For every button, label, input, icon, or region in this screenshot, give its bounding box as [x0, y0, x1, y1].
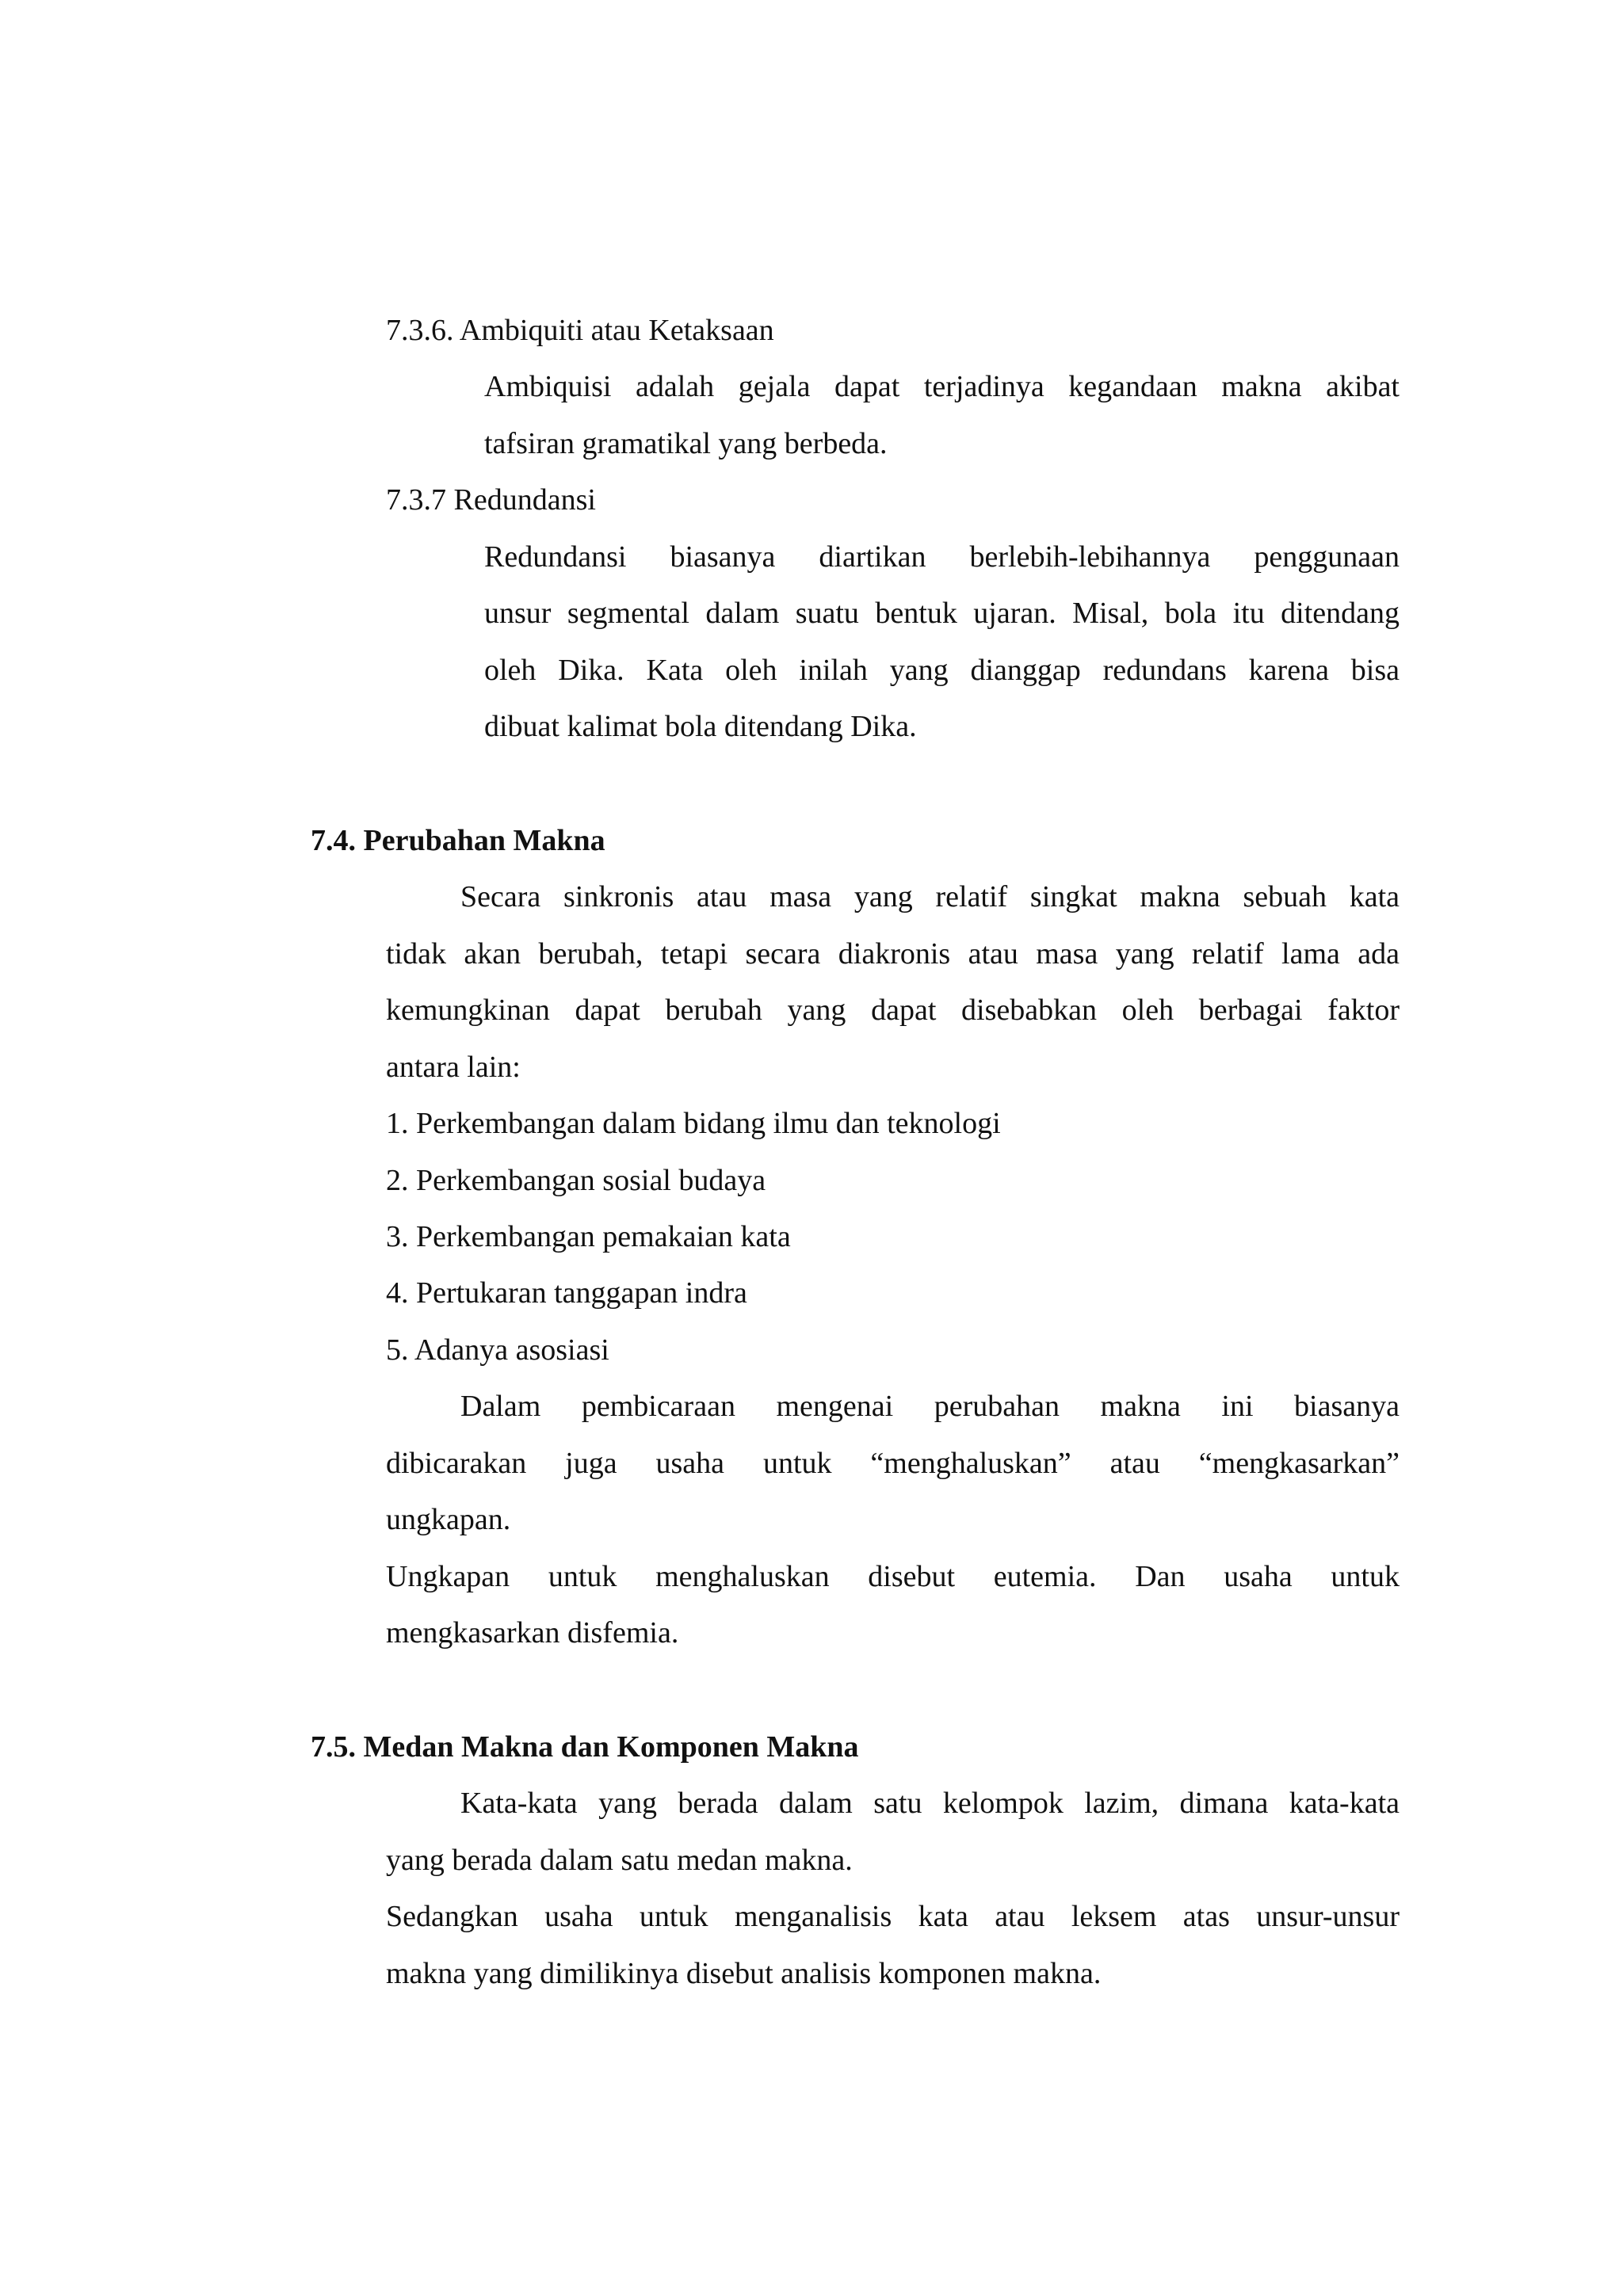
paragraph-line: Ungkapan untuk menghaluskan disebut eutemia. Dan usaha untuk: [386, 1560, 1400, 1593]
list-item: 2. Perkembangan sosial budaya: [386, 1164, 766, 1197]
paragraph-line: antara lain:: [386, 1051, 521, 1084]
paragraph-line: yang berada dalam satu medan makna.: [386, 1844, 853, 1877]
paragraph-line: ungkapan.: [386, 1503, 511, 1536]
section-heading-7-5: 7.5. Medan Makna dan Komponen Makna: [311, 1730, 859, 1764]
list-item: 3. Perkembangan pemakaian kata: [386, 1220, 791, 1253]
list-item: 5. Adanya asosiasi: [386, 1333, 609, 1367]
paragraph-line: dibuat kalimat bola ditendang Dika.: [484, 710, 917, 743]
list-item: 4. Pertukaran tanggapan indra: [386, 1276, 747, 1310]
paragraph-line: dibicarakan juga usaha untuk “menghaluskan” atau “mengkasarkan”: [386, 1447, 1400, 1480]
section-heading-7-4: 7.4. Perubahan Makna: [311, 824, 605, 857]
paragraph-line: tidak akan berubah, tetapi secara diakronis atau masa yang relatif lama ada: [386, 937, 1400, 971]
paragraph-line: oleh Dika. Kata oleh inilah yang dianggap redundans karena bisa: [484, 654, 1400, 687]
paragraph-line: Kata-kata yang berada dalam satu kelompok lazim, dimana kata-kata: [460, 1787, 1400, 1820]
paragraph-line: tafsiran gramatikal yang berbeda.: [484, 427, 888, 460]
paragraph-line: Sedangkan usaha untuk menganalisis kata atau leksem atas unsur-unsur: [386, 1900, 1400, 1933]
paragraph-line: mengkasarkan disfemia.: [386, 1616, 679, 1650]
subsection-heading-7-3-7: 7.3.7 Redundansi: [386, 483, 596, 517]
paragraph-line: Secara sinkronis atau masa yang relatif singkat makna sebuah kata: [460, 880, 1400, 913]
paragraph-line: makna yang dimilikinya disebut analisis komponen makna.: [386, 1957, 1102, 1990]
paragraph-line: unsur segmental dalam suatu bentuk ujaran. Misal, bola itu ditendang: [484, 597, 1400, 630]
subsection-heading-7-3-6: 7.3.6. Ambiquiti atau Ketaksaan: [386, 314, 774, 347]
paragraph-line: Redundansi biasanya diartikan berlebih-lebihannya penggunaan: [484, 540, 1400, 574]
paragraph-line: Dalam pembicaraan mengenai perubahan makna ini biasanya: [460, 1390, 1400, 1423]
paragraph-line: kemungkinan dapat berubah yang dapat disebabkan oleh berbagai faktor: [386, 994, 1400, 1027]
paragraph-line: Ambiquisi adalah gejala dapat terjadinya kegandaan makna akibat: [484, 370, 1400, 403]
list-item: 1. Perkembangan dalam bidang ilmu dan teknologi: [386, 1107, 1001, 1140]
